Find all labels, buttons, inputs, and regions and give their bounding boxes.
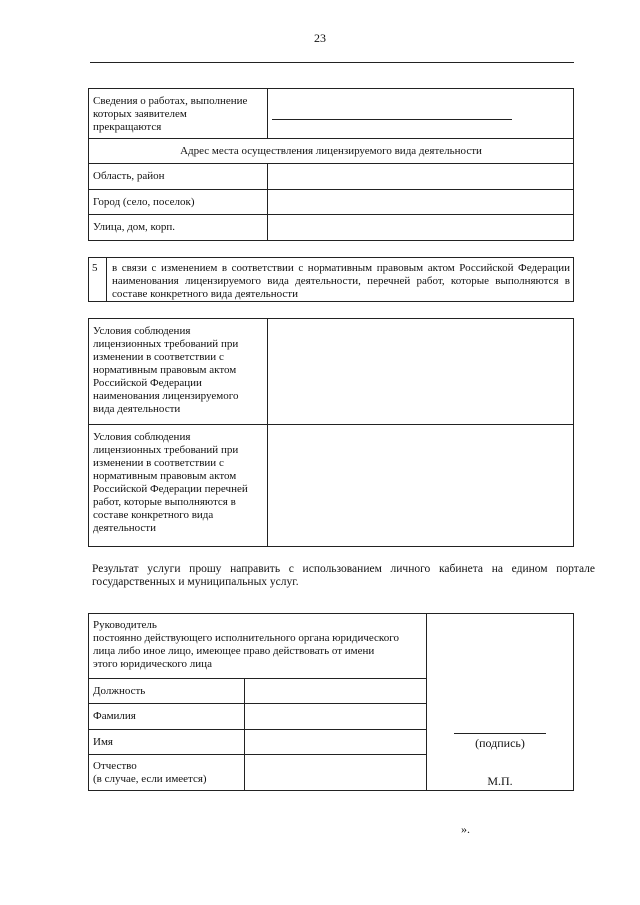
item5-text: в связи с изменением в соответствии с нормативным правовым актом Российской Федерации наименования лицензируемого вида деятельности, перечней работ, которые выполняются в составе конкретного вида деятельности <box>112 262 570 300</box>
conditions-row1-label: Условия соблюдения лицензионных требований при изменении в соответствии с нормативным правовым актом Российской Федерации наименования лицензируемого вида деятельности <box>93 325 239 415</box>
item5-number: 5 <box>92 262 98 274</box>
works-label: Сведения о работах, выполнение которых заявителем прекращаются <box>93 95 248 133</box>
works-value-line <box>272 119 512 120</box>
region-label: Область, район <box>93 170 165 182</box>
signatory-header: Руководитель постоянно действующего исполнительного органа юридического лица либо иное лицо, имеющее право действовать от имени этого юридического лица <box>93 619 399 670</box>
street-label: Улица, дом, корп. <box>93 221 175 233</box>
address-header: Адрес места осуществления лицензируемого вида деятельности <box>180 145 482 157</box>
seal-label: М.П. <box>487 774 513 788</box>
signature-label: (подпись) <box>475 736 525 750</box>
surname-label: Фамилия <box>93 710 136 722</box>
signature-line <box>454 733 546 734</box>
position-label: Должность <box>93 685 146 697</box>
city-label: Город (село, поселок) <box>93 196 195 208</box>
result-text: Результат услуги прошу направить с использованием личного кабинета на едином портале государственных и муниципальных услуг. <box>92 563 595 588</box>
page-number: 23 <box>314 31 326 45</box>
address-divider <box>267 163 268 241</box>
name-label: Имя <box>93 736 113 748</box>
conditions-row2-label: Условия соблюдения лицензионных требований при изменении в соответствии с нормативным правовым актом Российской Федерации перечней работ, которые выполняются в составе конкретного вида деятельности <box>93 431 248 534</box>
header-rule <box>90 62 574 63</box>
works-divider <box>267 88 268 138</box>
patronymic-label: Отчество (в случае, если имеется) <box>93 760 207 785</box>
closing-mark: ». <box>461 822 470 836</box>
